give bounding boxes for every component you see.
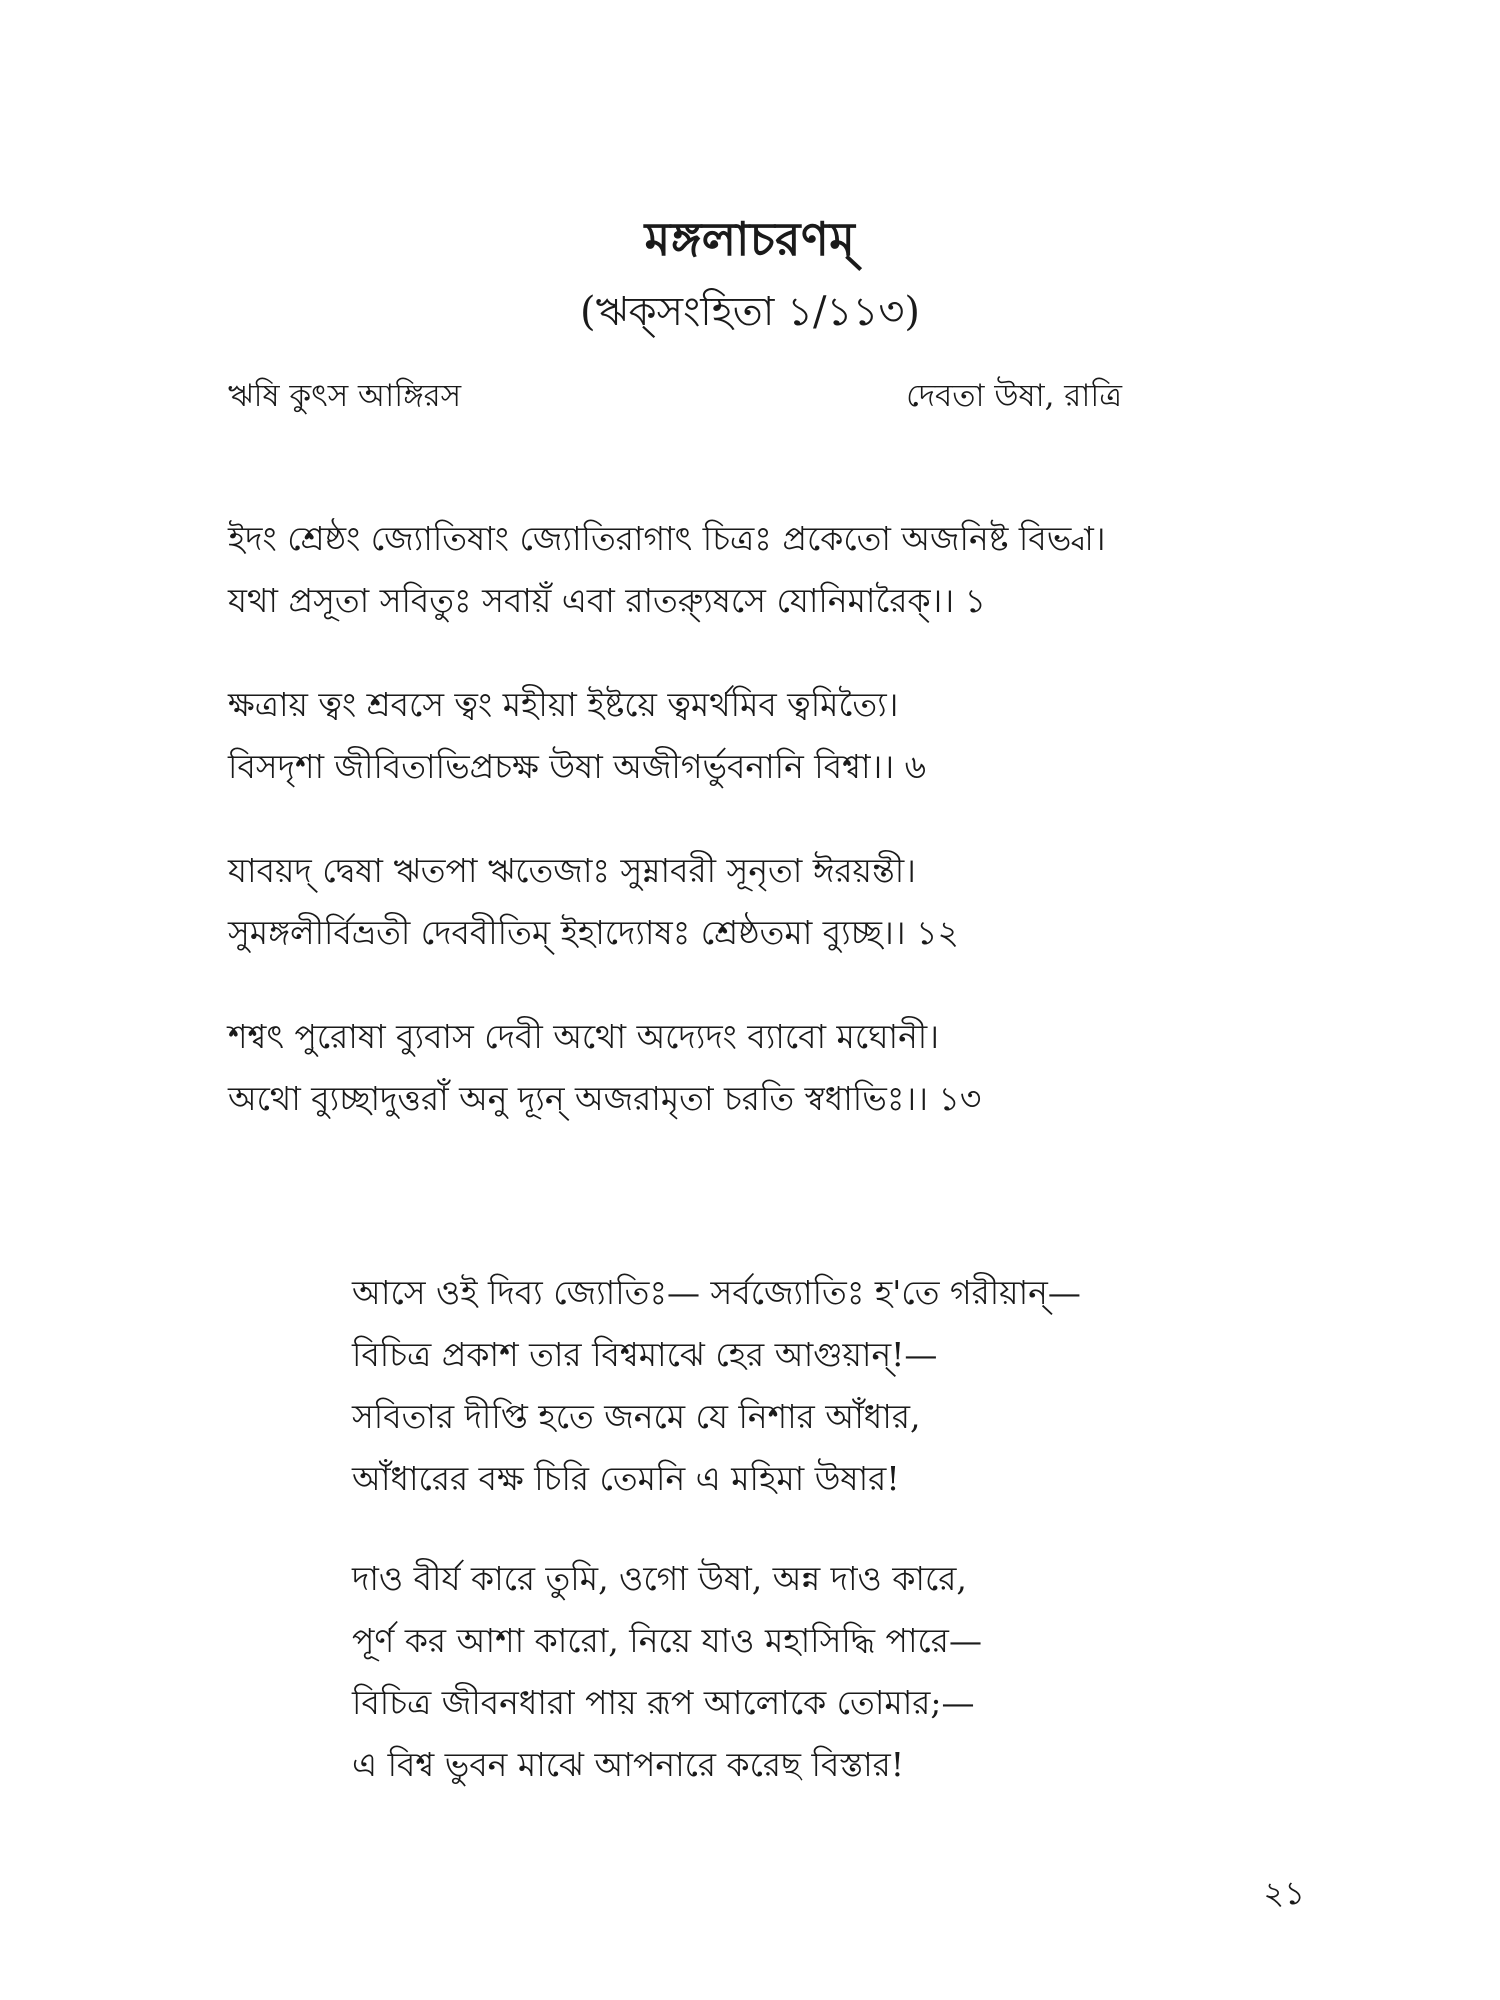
poem-line: বিচিত্র জীবনধারা পায় রূপ আলোকে তোমার;—: [352, 1683, 975, 1722]
page-title: মঙ্গলাচরণম্: [644, 212, 856, 266]
verse-line: শশ্বৎ পুরোষা ব্যুবাস দেবী অথো অদ্যেদং ব্যাবো মঘোনী।: [228, 1017, 940, 1056]
sanskrit-verse: [228, 1006, 1288, 1130]
sanskrit-verses: [228, 508, 1288, 1172]
poem-line: এ বিশ্ব ভুবন মাঝে আপনারে করেছ বিস্তার!: [352, 1745, 905, 1784]
rishi-label: ঋষি কুৎস আঙ্গিরস: [228, 378, 462, 414]
bengali-translation: [352, 1262, 1252, 1834]
sanskrit-verse: [228, 674, 1288, 798]
poem-line: আঁধারের বক্ষ চিরি তেমনি এ মহিমা উষার!: [352, 1459, 900, 1498]
poem-line: বিচিত্র প্রকাশ তার বিশ্বমাঝে হের আগুয়ান্!—: [352, 1335, 938, 1374]
verse-line: অথো ব্যুচ্ছাদুত্তরাঁ অনু দ্যূন্ অজরামৃতা চরতি স্বধাভিঃ।। ১৩: [228, 1079, 982, 1118]
verse-line: ক্ষত্রায় ত্বং শ্রবসে ত্বং মহীয়া ইষ্টয়ে ত্বমর্থমিব ত্বমিত্যৈ।: [228, 685, 899, 724]
devata-label: দেবতা উষা, রাত্রি: [906, 378, 1122, 414]
verse-line: সুমঙ্গলীর্বিভ্রতী দেববীতিম্ ইহাদ্যোষঃ শ্রেষ্ঠতমা ব্যুচ্ছ।। ১২: [228, 913, 959, 952]
verse-line: বিসদৃশা জীবিতাভিপ্রচক্ষ উষা অজীগর্ভুবনানি বিশ্বা।। ৬: [228, 747, 927, 786]
poem-line: পূর্ণ কর আশা কারো, নিয়ে যাও মহাসিদ্ধি পারে—: [352, 1621, 982, 1660]
sanskrit-verse: [228, 840, 1288, 964]
source-reference: (ঋক্‌সংহিতা ১/১১৩): [579, 289, 921, 335]
poem-stanza: [352, 1262, 1252, 1510]
poem-line: দাও বীর্য কারে তুমি, ওগো উষা, অন্ন দাও কারে,: [352, 1559, 967, 1598]
poem-line: সবিতার দীপ্তি হতে জনমে যে নিশার আঁধার,: [352, 1397, 921, 1436]
verse-line: যাবয়দ্ দ্বেষা ঋতপা ঋতেজাঃ সুম্নাবরী সূনৃতা ঈরয়ন্তী।: [228, 851, 916, 890]
poem-line: আসে ওই দিব্য জ্যোতিঃ— সর্বজ্যোতিঃ হ'তে গরীয়ান্—: [352, 1273, 1081, 1312]
verse-line: যথা প্রসূতা সবিতুঃ সবায়ঁ এবা রাত্র্যুষসে যোনিমারৈক্।। ১: [228, 581, 987, 620]
verse-line: ইদং শ্রেষ্ঠং জ্যোতিষাং জ্যোতিরাগাৎ চিত্রঃ প্রকেতো অজনিষ্ট বিভ্বা।: [228, 519, 1106, 558]
poem-stanza: [352, 1548, 1252, 1796]
page-number: ২১: [1263, 1874, 1305, 1912]
sanskrit-verse: [228, 508, 1288, 632]
